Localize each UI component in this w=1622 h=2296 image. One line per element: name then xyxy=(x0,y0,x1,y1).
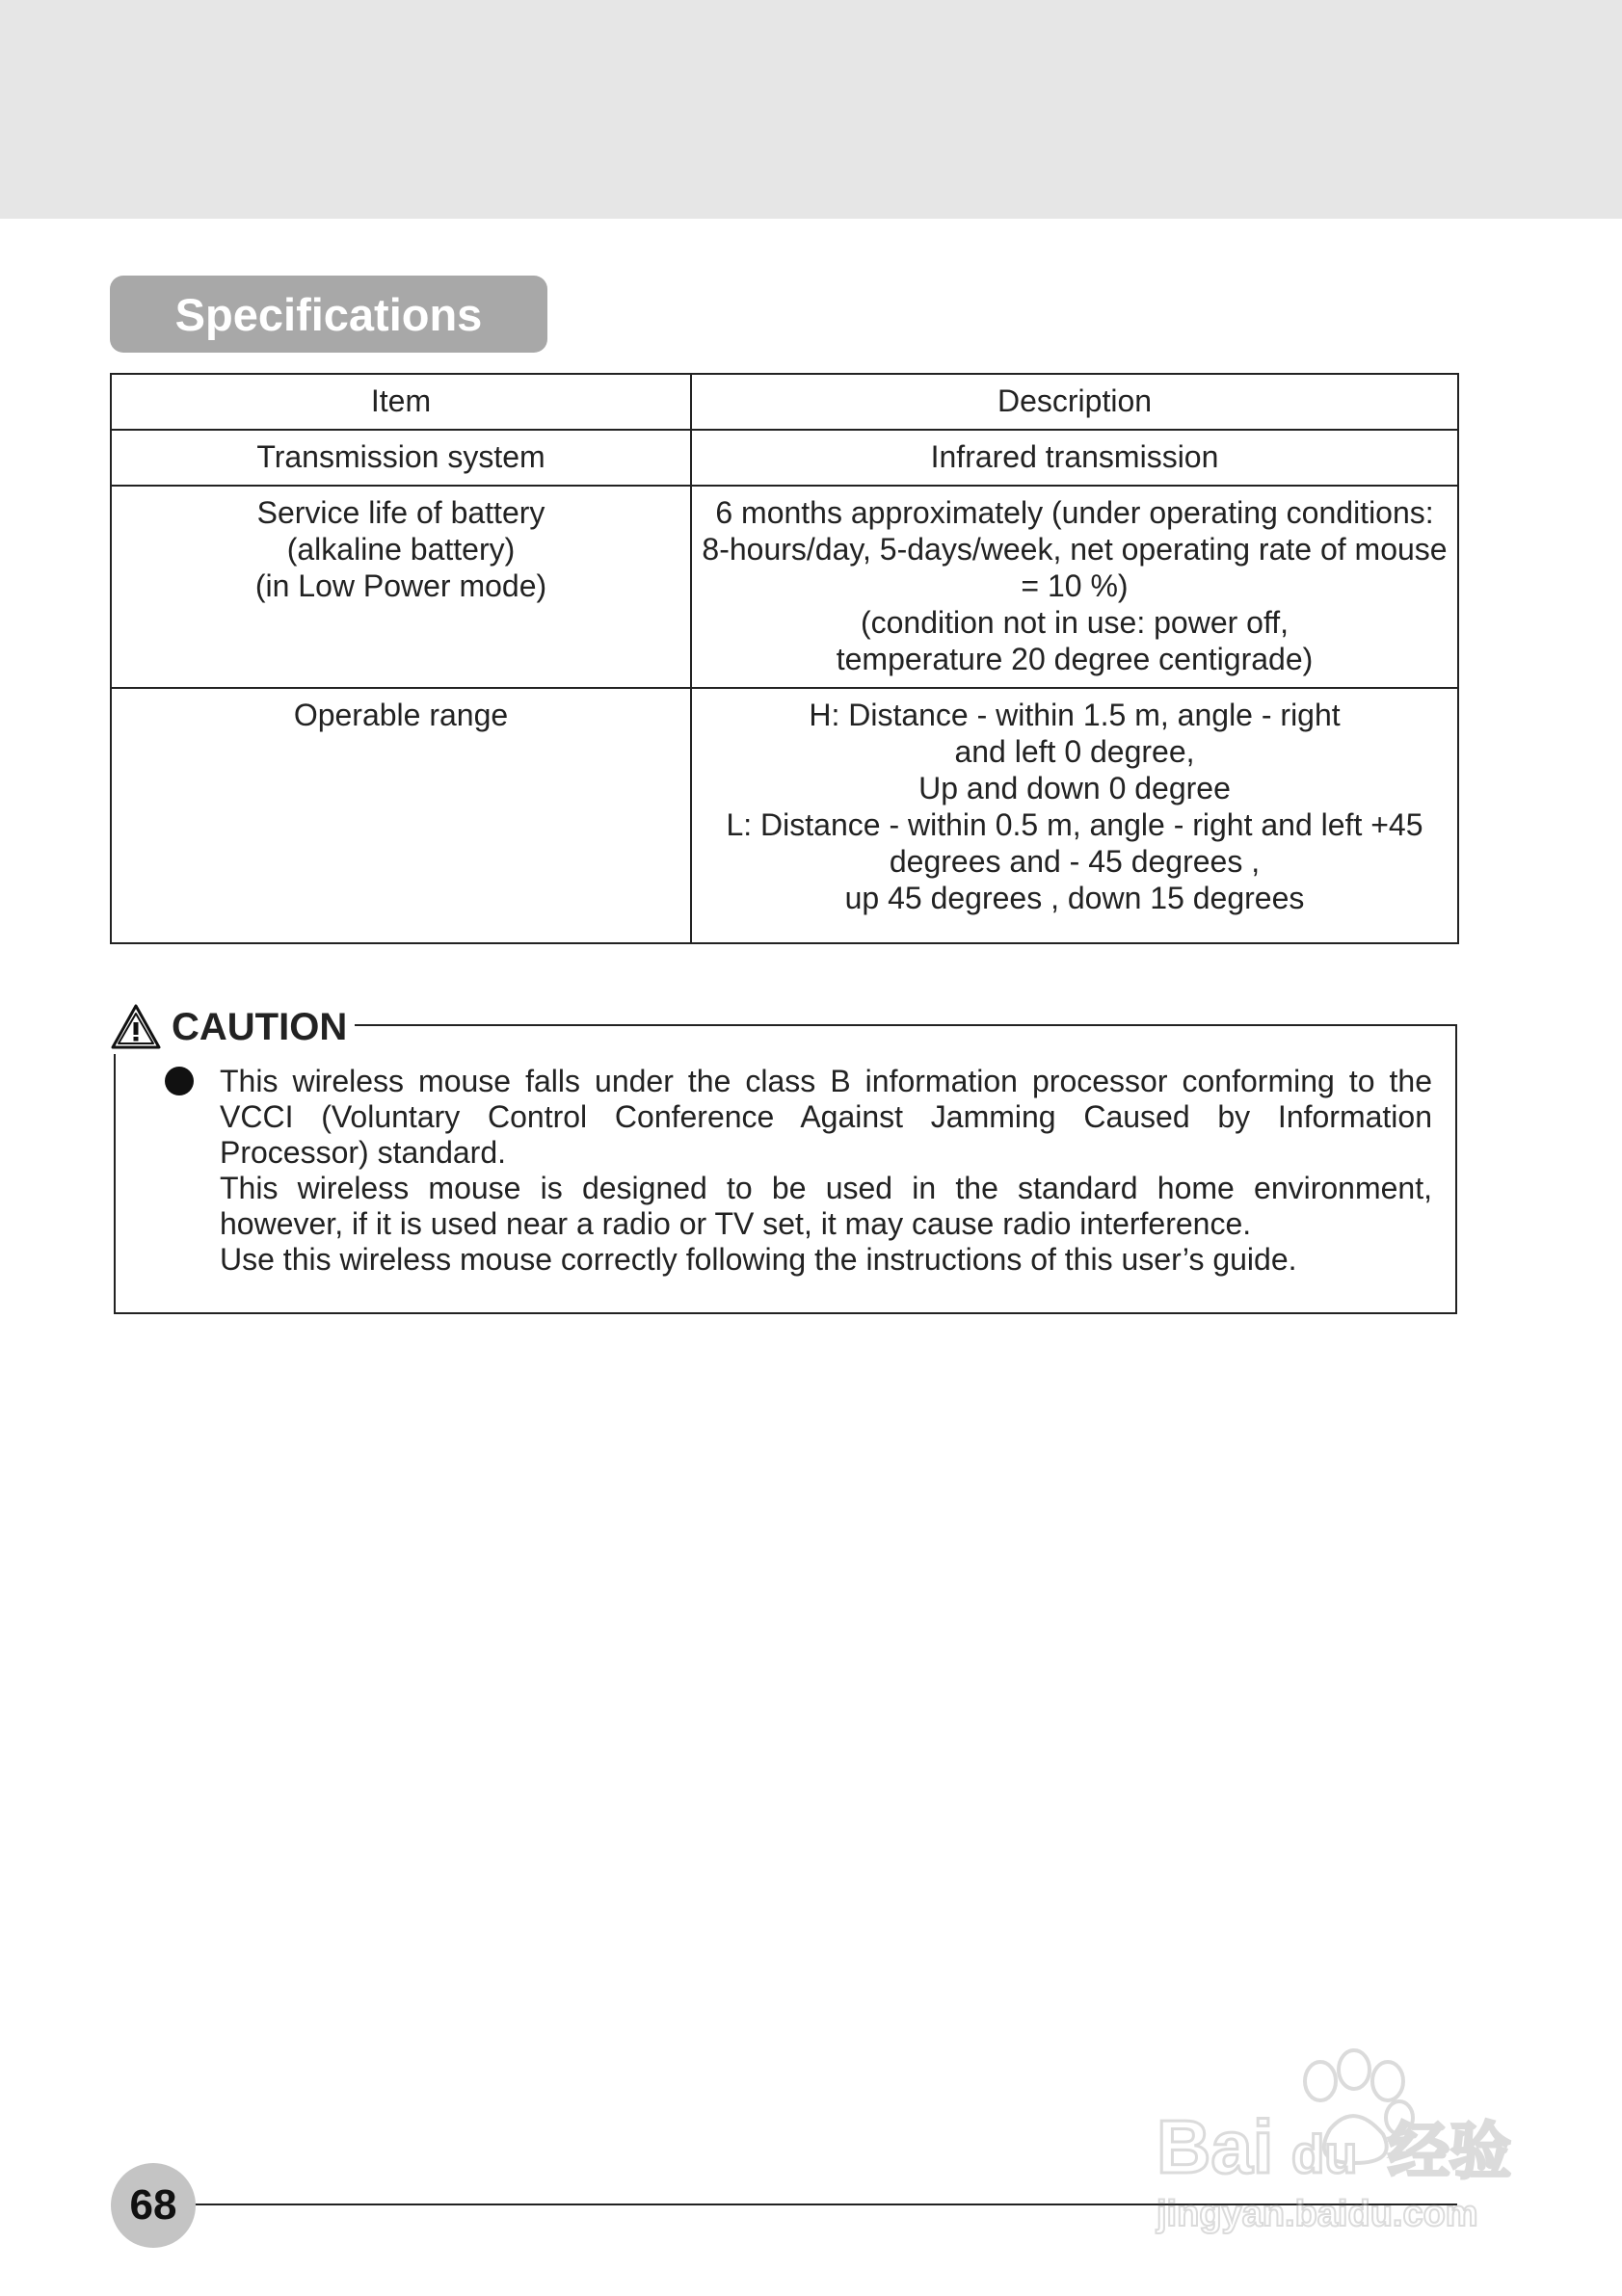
cell-line: L: Distance - within 0.5 m, angle - right and left +45 xyxy=(726,807,1423,842)
table-row xyxy=(111,430,1458,486)
bullet-dot xyxy=(165,1067,194,1095)
header-item: Item xyxy=(111,374,691,430)
warning-triangle-icon xyxy=(110,1003,162,1051)
cell-line: (condition not in use: power off, xyxy=(860,605,1290,640)
baidu-watermark xyxy=(1147,2043,1552,2235)
cell-line: up 45 degrees , down 15 degrees xyxy=(844,881,1305,915)
caution-paragraph: This wireless mouse is designed to be used in the standard home environment, however, if it is used near a radio or TV set, it may cause radio interference. xyxy=(220,1171,1432,1241)
description-cell xyxy=(691,430,1458,486)
description-cell xyxy=(691,688,1458,943)
caution-paragraph: Use this wireless mouse correctly following the instructions of this user’s guide. xyxy=(220,1242,1297,1277)
description-cell xyxy=(691,486,1458,688)
caution-title: CAUTION xyxy=(172,1005,348,1048)
svg-text:jingyan.baidu.com: jingyan.baidu.com xyxy=(1157,2194,1478,2234)
table-row xyxy=(111,688,1458,943)
page-number: 68 xyxy=(111,2163,196,2248)
svg-text:经验: 经验 xyxy=(1388,2117,1511,2188)
cell-line: Infrared transmission xyxy=(930,439,1219,474)
caution-heading xyxy=(110,1000,355,1054)
svg-text:Bai: Bai xyxy=(1157,2104,1274,2189)
cell-line: (in Low Power mode) xyxy=(254,568,547,603)
header-description: Description xyxy=(691,374,1458,430)
page-header-band xyxy=(0,0,1622,219)
cell-line: Transmission system xyxy=(256,439,545,474)
cell-line: 6 months approximately (under operating conditions: xyxy=(715,495,1434,530)
item-cell xyxy=(111,486,691,688)
cell-line: Service life of battery xyxy=(256,495,545,530)
specifications-table xyxy=(110,373,1459,944)
cell-line: Operable range xyxy=(293,698,509,732)
item-cell xyxy=(111,430,691,486)
section-title: Specifications xyxy=(110,276,547,353)
cell-line: and left 0 degree, xyxy=(954,734,1195,769)
caution-text xyxy=(220,1064,1432,1278)
cell-line: Up and down 0 degree xyxy=(918,771,1231,805)
cell-line: (alkaline battery) xyxy=(286,532,516,567)
cell-line: H: Distance - within 1.5 m, angle - right xyxy=(809,698,1341,732)
item-cell xyxy=(111,688,691,943)
cell-line: degrees and - 45 degrees , xyxy=(889,844,1261,879)
cell-line: 8-hours/day, 5-days/week, net operating rate of mouse xyxy=(702,532,1448,567)
table-row xyxy=(111,486,1458,688)
cell-line: = 10 %) xyxy=(1021,568,1129,603)
svg-text:du: du xyxy=(1291,2124,1358,2184)
caution-paragraph: This wireless mouse falls under the class B information processor conforming to the VCCI (Voluntary Control Conference Against Jamming Caused by Information Processor) standard. xyxy=(220,1064,1432,1170)
table-header-row xyxy=(111,374,1458,430)
cell-line: temperature 20 degree centigrade) xyxy=(836,642,1314,676)
